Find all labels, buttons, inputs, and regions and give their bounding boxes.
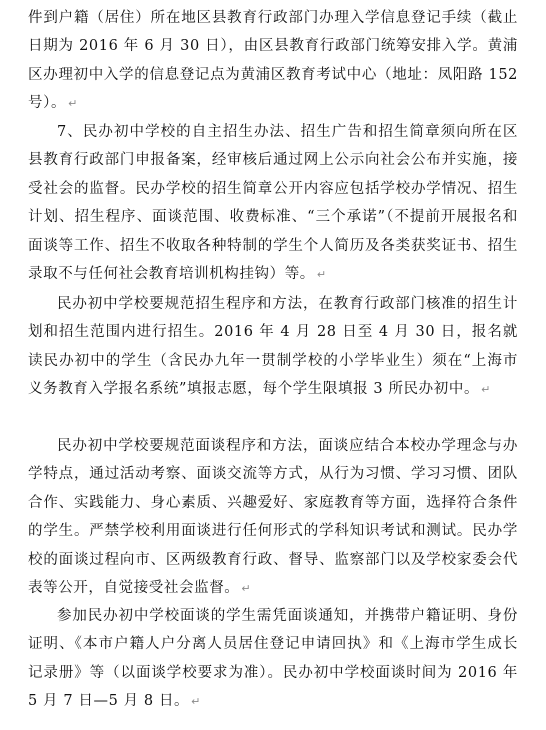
paragraph-text: 7、民办初中学校的自主招生办法、招生广告和招生简章须向所在区县教育行政部门申报备案，经审核后通过网上公示向社会公布并实施，接受社会的监督。民办学校的招生简章公开内容应包括学校办学情况、招生计划、招生程序、面谈范围、收费标准、“三个承诺”（不提前开展报名和面谈等工作、招生不收取各种特制的学生个人简历及各类获奖证书、招生录取不与任何社会教育培训机构挂钩）等。 [28, 124, 518, 283]
paragraph-text: 件到户籍（居住）所在地区县教育行政部门办理入学信息登记手续（截止日期为 2016 年 6 月 30 日），由区县教育行政部门统筹安排入学。黄浦区办理初中入学的信息登记点为黄浦区教育考试中心（地址：凤阳路 152 号）。 [28, 10, 518, 112]
paragraph-enrollment-procedure [28, 290, 518, 405]
paragraph-interview-rules [28, 432, 518, 603]
paragraph-mark: ↵ [68, 97, 78, 111]
paragraph-mark: ↵ [241, 582, 252, 596]
paragraph-interview-documents [28, 602, 518, 717]
paragraph-text: 民办初中学校要规范招生程序和方法，在教育行政部门核准的招生计划和招生范围内进行招生。2016 年 4 月 28 日至 4 月 30 日，报名就读民办初中的学生（含民办九年一贯制学校的小学毕业生）须在“上海市义务教育入学报名系统”填报志愿，每个学生限填报 3 所民办初中。 [28, 296, 518, 398]
paragraph-mark: ↵ [316, 268, 327, 282]
paragraph-mark: ↵ [481, 383, 491, 397]
paragraph-mark: ↵ [191, 695, 201, 709]
paragraph-admission-rules [28, 118, 518, 289]
paragraph-text: 参加民办初中学校面谈的学生需凭面谈通知，并携带户籍证明、身份证明、《本市户籍人户分离人员居住登记申请回执》和《上海市学生成长记录册》等（以面谈学校要求为准）。民办初中学校面谈时间为 2016 年 5 月 7 日—5 月 8 日。 [28, 608, 518, 710]
paragraph-text: 民办初中学校要规范面谈程序和方法，面谈应结合本校办学理念与办学特点，通过活动考察、面谈交流等方式，从行为习惯、学习习惯、团队合作、实践能力、身心素质、兴趣爱好、家庭教育等方面，选择符合条件的学生。严禁学校利用面谈进行任何形式的学科知识考试和测试。民办学校的面谈过程向市、区两级教育行政、督导、监察部门以及学校家委会代表等公开，自觉接受社会监督。 [28, 438, 518, 597]
paragraph-registration-deadline [28, 4, 518, 119]
